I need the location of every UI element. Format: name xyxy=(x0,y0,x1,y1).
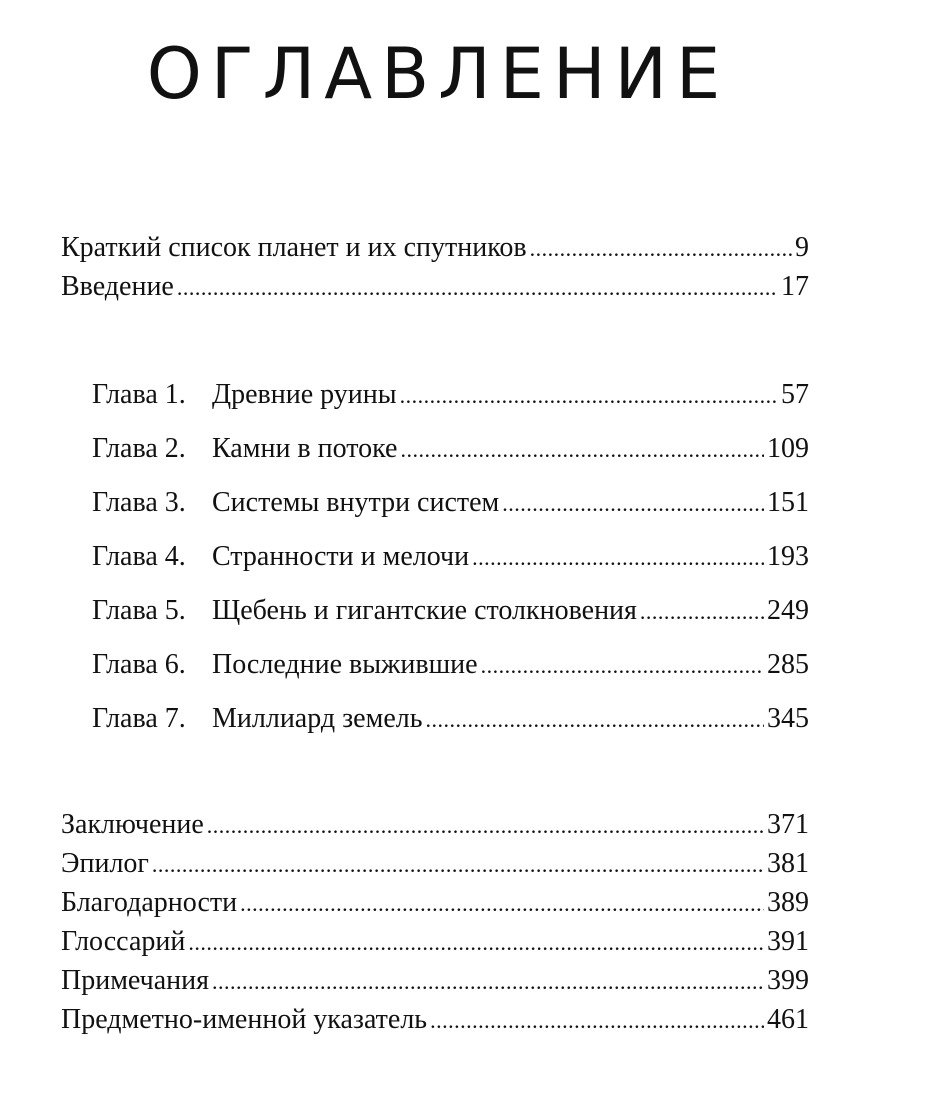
dot-leader xyxy=(177,270,778,306)
dot-leader xyxy=(640,594,764,630)
dot-leader xyxy=(400,378,778,414)
toc-page-number: 389 xyxy=(767,887,809,918)
toc-entry-title: Странности и мелочи xyxy=(212,541,470,572)
chapter-number: Глава 1. xyxy=(92,379,186,410)
chapter-number: Глава 2. xyxy=(92,433,186,464)
dot-leader xyxy=(207,808,764,844)
chapter-number: Глава 5. xyxy=(92,595,186,626)
toc-entry-title: Глоссарий xyxy=(61,926,186,957)
toc-entry-chapter-5[interactable] xyxy=(92,593,809,629)
toc-page-number: 109 xyxy=(767,433,809,464)
chapter-number: Глава 4. xyxy=(92,541,186,572)
dot-leader xyxy=(152,847,764,883)
toc-page-number: 285 xyxy=(767,649,809,680)
dot-leader xyxy=(426,702,765,738)
toc-entry-chapter-3[interactable] xyxy=(92,485,809,521)
toc-entry-title: Благодарности xyxy=(61,887,238,918)
toc-entry-back-6[interactable] xyxy=(61,1002,809,1038)
toc-page-number: 9 xyxy=(795,232,809,263)
toc-entry-back-3[interactable] xyxy=(61,885,809,921)
toc-entry-title: Щебень и гигантские столкновения xyxy=(212,595,637,626)
toc-entry-front-2[interactable] xyxy=(61,269,809,305)
toc-entry-chapter-1[interactable] xyxy=(92,377,809,413)
toc-entry-front-1[interactable] xyxy=(61,230,809,266)
dot-leader xyxy=(472,540,764,576)
chapter-number: Глава 6. xyxy=(92,649,186,680)
toc-page-number: 193 xyxy=(767,541,809,572)
dot-leader xyxy=(481,648,764,684)
dot-leader xyxy=(530,231,792,267)
toc-entry-back-5[interactable] xyxy=(61,963,809,999)
toc-page-number: 381 xyxy=(767,848,809,879)
toc-entry-chapter-4[interactable] xyxy=(92,539,809,575)
toc-entry-chapter-2[interactable] xyxy=(92,431,809,467)
toc-page-number: 371 xyxy=(767,809,809,840)
page-title: ОГЛАВЛЕНИЕ xyxy=(146,33,730,115)
toc-entry-title: Миллиард земель xyxy=(212,703,423,734)
toc-entry-title: Краткий список планет и их спутников xyxy=(61,232,527,263)
dot-leader xyxy=(188,925,764,961)
toc-page-number: 399 xyxy=(767,965,809,996)
dot-leader xyxy=(502,486,764,522)
toc-page-number: 151 xyxy=(767,487,809,518)
toc-entry-title: Системы внутри систем xyxy=(212,487,500,518)
toc-page-number: 57 xyxy=(781,379,809,410)
toc-entry-title: Заключение xyxy=(61,809,204,840)
toc-entry-title: Введение xyxy=(61,271,174,302)
dot-leader xyxy=(240,886,764,922)
toc-page-number: 391 xyxy=(767,926,809,957)
toc-entry-title: Предметно-именной указатель xyxy=(61,1004,428,1035)
dot-leader xyxy=(430,1003,764,1039)
toc-entry-chapter-6[interactable] xyxy=(92,647,809,683)
toc-page-number: 17 xyxy=(781,271,809,302)
toc-entry-back-4[interactable] xyxy=(61,924,809,960)
toc-entry-back-2[interactable] xyxy=(61,846,809,882)
toc-page-number: 249 xyxy=(767,595,809,626)
dot-leader xyxy=(400,432,764,468)
chapter-number: Глава 7. xyxy=(92,703,186,734)
toc-entry-title: Примечания xyxy=(61,965,210,996)
dot-leader xyxy=(212,964,764,1000)
toc-entry-chapter-7[interactable] xyxy=(92,701,809,737)
toc-entry-title: Древние руины xyxy=(212,379,397,410)
toc-entry-title: Камни в потоке xyxy=(212,433,398,464)
toc-entry-title: Эпилог xyxy=(61,848,149,879)
toc-page-number: 345 xyxy=(767,703,809,734)
toc-page-number: 461 xyxy=(767,1004,809,1035)
toc-entry-back-1[interactable] xyxy=(61,807,809,843)
toc-entry-title: Последние выжившие xyxy=(212,649,478,680)
chapter-number: Глава 3. xyxy=(92,487,186,518)
